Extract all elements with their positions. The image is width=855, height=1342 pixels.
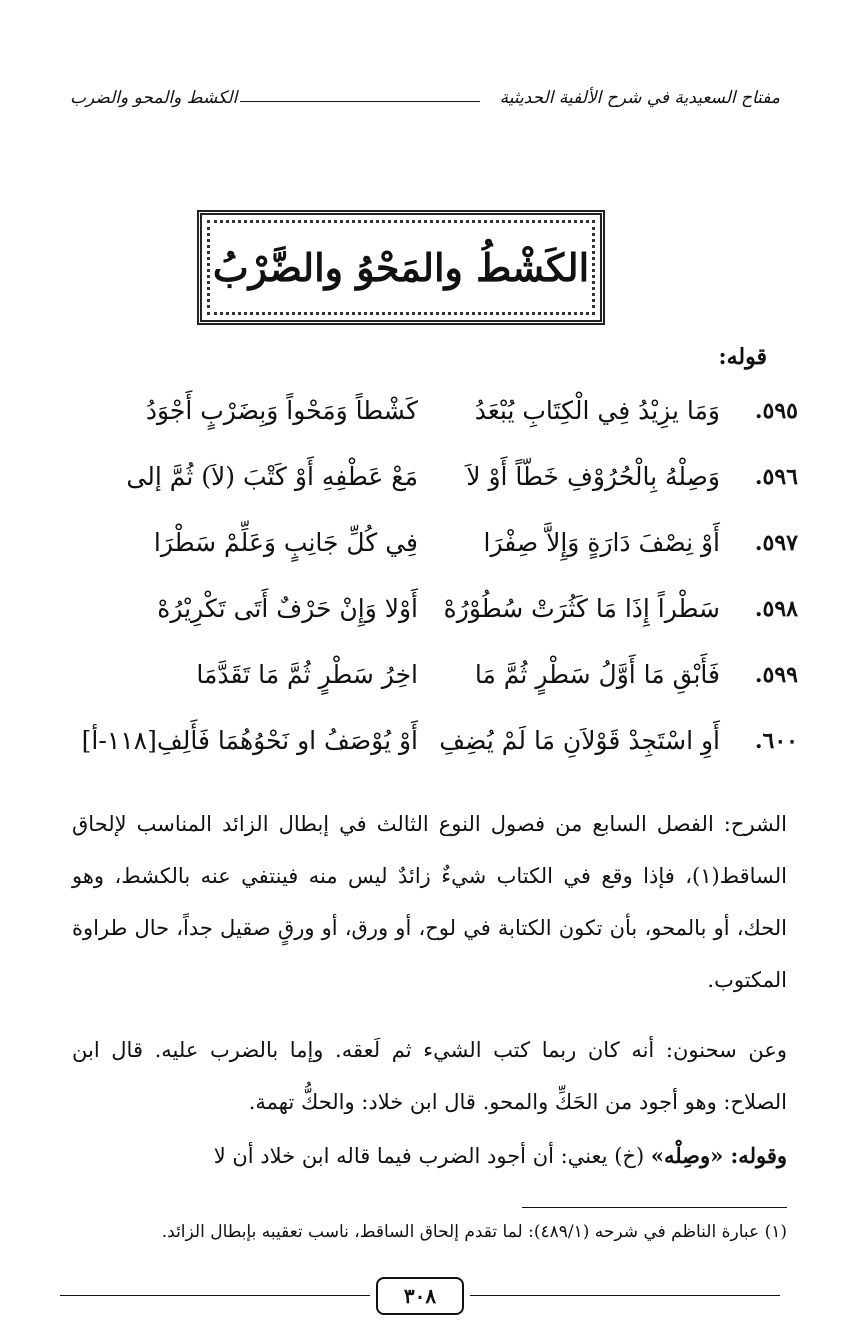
- footnote: (١) عبارة الناظم في شرحه (٤٨٩/١): لما تقدم إلحاق الساقط، ناسب تعقيبه بإبطال الزائد.: [161, 1222, 787, 1242]
- verse-line: [28, 722, 798, 788]
- commentary-text: (خ) يعني: أن أجود الضرب فيما قاله ابن خلاد أن لا: [213, 1144, 651, 1168]
- verse-second-hemistich: اخِرُ سَطْرٍ ثُمَّ مَا تَقَدَّمَا: [196, 660, 418, 689]
- footer-rule: [60, 1295, 370, 1296]
- commentary-keyword: وقوله: «وصِلْه»: [650, 1143, 787, 1168]
- footnote-separator: [522, 1207, 787, 1208]
- verse-number: ٥٩٩.: [754, 662, 798, 688]
- title-inner-border: [207, 220, 595, 315]
- commentary-paragraph: [72, 1130, 787, 1182]
- header-rule: [240, 101, 480, 102]
- verse-second-hemistich: كَشْطاً وَمَحْواً وَبِضَرْبٍ أَجْوَدُ: [145, 396, 418, 425]
- verse-line: [28, 524, 798, 590]
- verse-line: [28, 590, 798, 656]
- verse-first-hemistich: وَمَا يزِيْدُ فِي الْكِتَابِ يُبْعَدُ: [474, 396, 720, 425]
- page-number: ٣٠٨: [376, 1277, 464, 1315]
- verse-number: ٦٠٠.: [754, 728, 798, 754]
- verse-list: [28, 392, 798, 788]
- verse-line: [28, 392, 798, 458]
- running-header: [70, 88, 780, 118]
- header-book-title: مفتاح السعيدية في شرح الألفية الحديثية: [499, 88, 780, 108]
- verse-number: ٥٩٥.: [754, 398, 798, 424]
- verse-first-hemistich: وَصِلْهُ بِالْحُرُوْفِ خَطّاً أَوْ لاَ: [466, 462, 720, 491]
- verse-first-hemistich: فَأَبْقِ مَا أَوَّلُ سَطْرٍ ثُمَّ مَا: [474, 660, 720, 689]
- verse-first-hemistich: سَطْراً إِذَا مَا كَثُرَتْ سُطُوْرُهْ: [443, 594, 720, 623]
- verse-number: ٥٩٦.: [754, 464, 798, 490]
- title-ornament-frame: [197, 210, 605, 325]
- verse-first-hemistich: أَوِ اسْتَجِدْ قَوْلاَنِ مَا لَمْ يُضِفِ: [439, 726, 720, 755]
- footer-rule: [470, 1295, 780, 1296]
- verse-number: ٥٩٨.: [754, 596, 798, 622]
- header-chapter-title: الكشط والمحو والضرب: [70, 88, 238, 108]
- verse-second-hemistich: أَوْ يُوْصَفُ او نَحْوُهُمَا فَأَلِفِ[١١٨-أ]: [81, 726, 418, 755]
- verse-second-hemistich: فِي كُلِّ جَانِبٍ وَعَلِّمْ سَطْرَا: [153, 528, 418, 557]
- lead-label: قوله:: [718, 344, 767, 370]
- verse-first-hemistich: أَوْ نِصْفَ دَارَةٍ وَإِلاَّ صِفْرَا: [483, 528, 720, 557]
- page-footer: [60, 1277, 780, 1317]
- chapter-heading: الكَشْطُ والمَحْوُ والضَّرْبُ: [212, 245, 590, 290]
- commentary-paragraph: الشرح: الفصل السابع من فصول النوع الثالث في إبطال الزائد المناسب لإلحاق الساقط(١)، فإذا وقع في الكتاب شيءٌ زائدٌ ليس منه فينتفي عنه بالكشط، وهو الحك، أو بالمحو، بأن تكون الكتابة في لوح، أو ورق، أو ورقٍ صقيل جداً، حال طراوة المكتوب.: [72, 812, 787, 992]
- verse-second-hemistich: أَوْلا وَإِنْ حَرْفٌ أَتَى تَكْرِيْرُهْ: [157, 594, 418, 623]
- verse-second-hemistich: مَعْ عَطْفِهِ أَوْ كَتْبَ (لاَ) ثُمَّ إلى: [126, 462, 418, 491]
- commentary-paragraph: وعن سحنون: أنه كان ربما كتب الشيء ثم لَعقه. وإما بالضرب عليه. قال ابن الصلاح: وهو أجود من الحَكِّ والمحو. قال ابن خلاد: والحكُّ تهمة.: [72, 1038, 787, 1114]
- verse-line: [28, 458, 798, 524]
- verse-number: ٥٩٧.: [754, 530, 798, 556]
- verse-line: [28, 656, 798, 722]
